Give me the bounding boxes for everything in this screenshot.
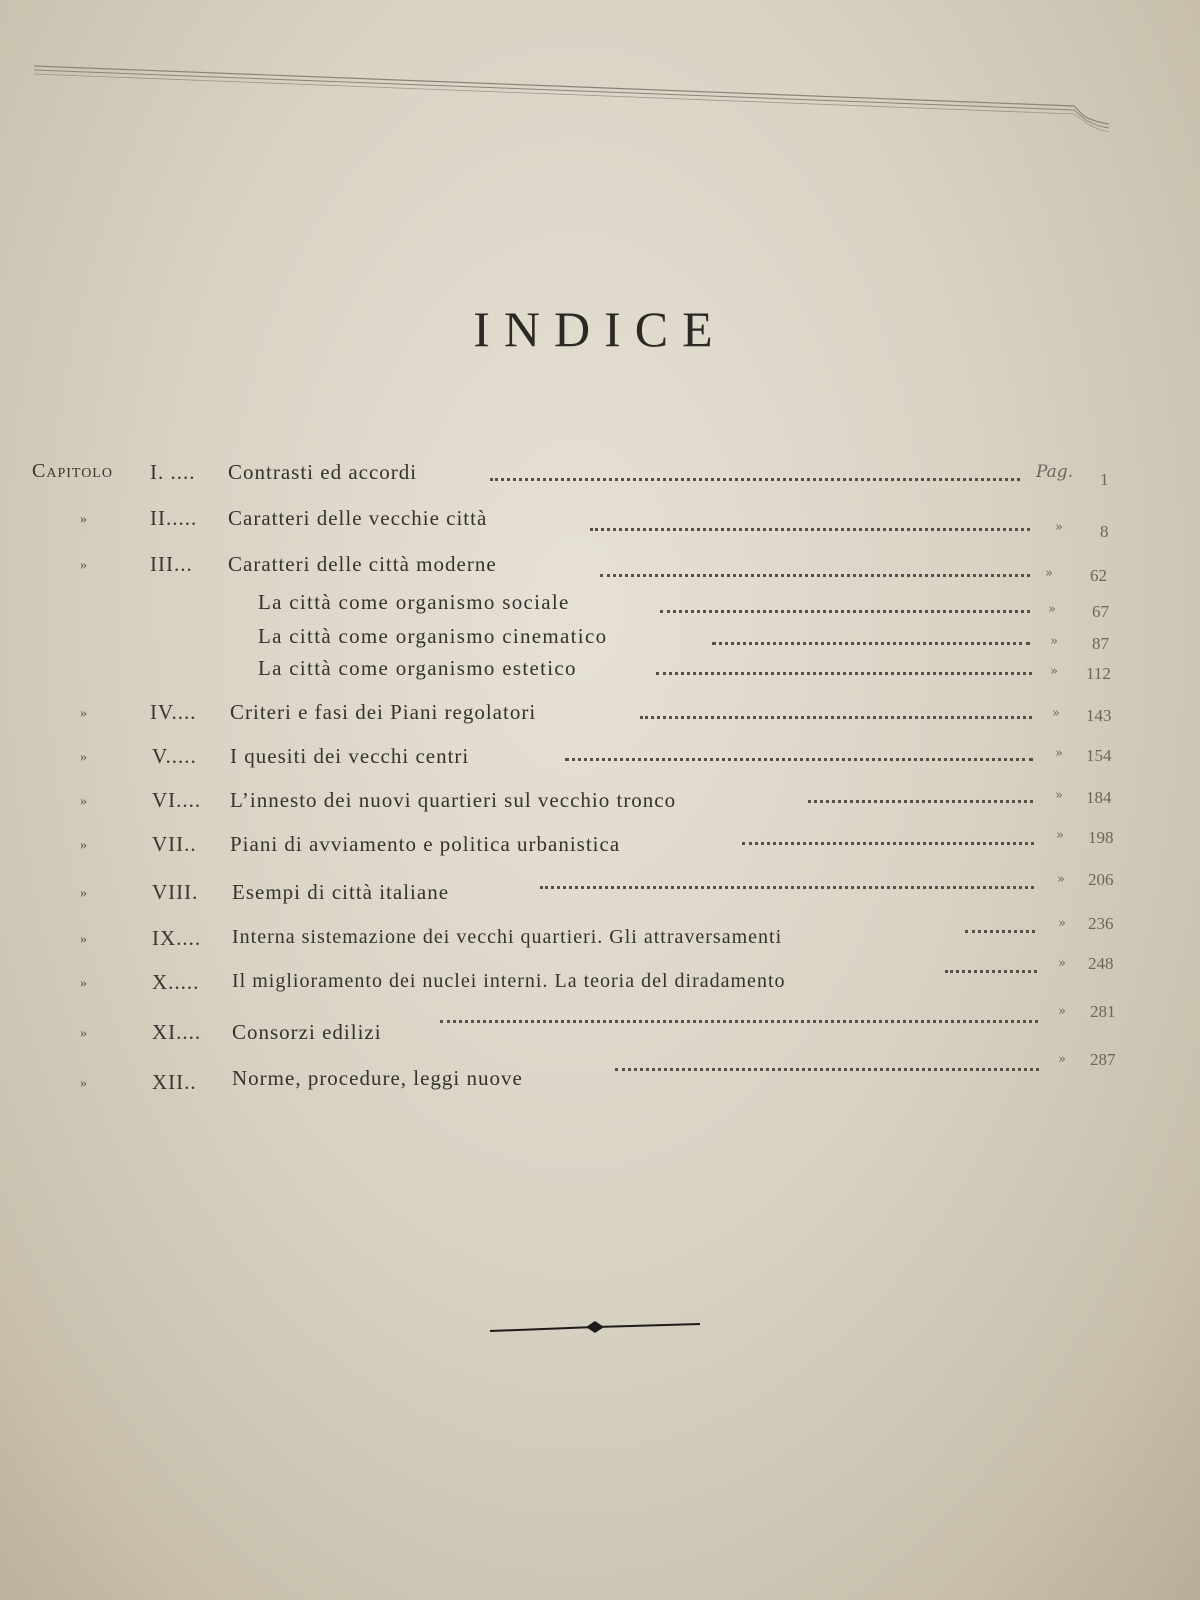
ditto-mark: »: [80, 794, 87, 809]
leader-dots: [945, 964, 1037, 973]
leader-dots: [808, 794, 1033, 803]
leader-dots: [656, 666, 1032, 675]
chapter-title: Caratteri delle vecchie città: [228, 506, 488, 530]
ditto-mark: »: [1056, 828, 1064, 843]
toc-entry: [0, 506, 1200, 542]
chapter-numeral: IX....: [152, 926, 202, 950]
page-number: 198: [1088, 828, 1114, 847]
page-number: 287: [1090, 1050, 1116, 1069]
chapter-title: Criteri e fasi dei Piani regolatori: [230, 700, 537, 724]
toc-subentry: [0, 590, 1200, 626]
ditto-mark: »: [1052, 706, 1060, 721]
ditto-mark: »: [1058, 1004, 1066, 1019]
toc-entry: [0, 870, 1200, 916]
section-title: La città come organismo estetico: [258, 656, 577, 680]
page-number: 67: [1092, 602, 1109, 621]
leader-dots: [600, 568, 1030, 577]
chapter-title: I quesiti dei vecchi centri: [230, 744, 470, 768]
ditto-mark: »: [80, 750, 87, 765]
leader-dots: [540, 880, 1034, 889]
toc-subentry: [0, 624, 1200, 660]
ditto-mark: »: [1050, 664, 1058, 679]
ditto-mark: »: [80, 512, 87, 527]
chapter-numeral: VII..: [152, 832, 197, 856]
ditto-mark: »: [1058, 916, 1066, 931]
chapter-title: L’innesto dei nuovi quartieri sul vecchio tronco: [230, 788, 677, 812]
chapter-title: Norme, procedure, leggi nuove: [232, 1066, 523, 1090]
ditto-mark: »: [1048, 602, 1056, 617]
leader-dots: [615, 1062, 1039, 1071]
chapter-title: Contrasti ed accordi: [228, 460, 418, 484]
chapter-numeral: XII..: [152, 1070, 197, 1094]
leader-dots: [712, 636, 1030, 645]
chapter-label: Capitolo: [32, 460, 113, 482]
ditto-mark: »: [1050, 634, 1058, 649]
toc-entry: [0, 1050, 1200, 1106]
chapter-numeral: X.....: [152, 970, 200, 994]
chapter-title: Consorzi edilizi: [232, 1020, 382, 1044]
bottom-ornament: [490, 1318, 700, 1338]
leader-dots: [565, 752, 1033, 761]
toc-entry: [0, 914, 1200, 962]
chapter-numeral: II.....: [150, 506, 198, 530]
chapter-numeral: XI....: [152, 1020, 202, 1044]
ditto-mark: »: [80, 976, 87, 991]
toc-entry: [0, 700, 1200, 736]
ditto-mark: »: [1055, 788, 1063, 803]
chapter-title: Piani di avviamento e politica urbanistica: [230, 832, 621, 856]
toc-entry: [0, 788, 1200, 824]
page-number: 8: [1100, 522, 1109, 541]
ditto-mark: »: [1055, 520, 1063, 535]
leader-dots: [742, 836, 1034, 845]
page-number: 62: [1090, 566, 1107, 585]
leader-dots: [965, 924, 1035, 933]
toc-entry: [0, 744, 1200, 780]
page-number: 248: [1088, 954, 1114, 973]
chapter-numeral: VIII.: [152, 880, 199, 904]
ditto-mark: »: [80, 706, 87, 721]
toc-subentry: [0, 656, 1200, 692]
toc-entry: [0, 1002, 1200, 1056]
ditto-mark: »: [1058, 956, 1066, 971]
chapter-title: Esempi di città italiane: [232, 880, 450, 904]
page-number: 236: [1088, 914, 1114, 933]
toc-entry: [0, 552, 1200, 588]
pag-label: Pag.: [1036, 462, 1074, 482]
ditto-mark: »: [80, 558, 87, 573]
ditto-mark: »: [1055, 746, 1063, 761]
section-title: La città come organismo sociale: [258, 590, 570, 614]
chapter-title: Caratteri delle città moderne: [228, 552, 497, 576]
chapter-title: Il miglioramento dei nuclei interni. La teoria del diradamento: [232, 970, 786, 992]
ditto-mark: »: [80, 1076, 87, 1091]
page-title: INDICE: [473, 301, 727, 357]
page-number: 112: [1086, 664, 1111, 683]
page-number: 184: [1086, 788, 1112, 807]
toc-entry: [0, 954, 1200, 1006]
page-number: 1: [1100, 470, 1109, 489]
chapter-numeral: IV....: [150, 700, 197, 724]
leader-dots: [660, 604, 1030, 613]
page-number: 281: [1090, 1002, 1116, 1021]
chapter-numeral: VI....: [152, 788, 202, 812]
ditto-mark: »: [80, 886, 87, 901]
page-number: 87: [1092, 634, 1109, 653]
section-title: La città come organismo cinematico: [258, 624, 608, 648]
leader-dots: [490, 472, 1020, 481]
leader-dots: [640, 710, 1032, 719]
ditto-mark: »: [80, 838, 87, 853]
chapter-numeral: V.....: [152, 744, 197, 768]
ditto-mark: »: [80, 1026, 87, 1041]
ditto-mark: »: [1045, 566, 1053, 581]
ditto-mark: »: [80, 932, 87, 947]
toc-entry: [0, 828, 1200, 868]
ditto-mark: »: [1058, 1052, 1066, 1067]
page-number: 154: [1086, 746, 1112, 765]
leader-dots: [440, 1014, 1038, 1023]
chapter-numeral: I. ....: [150, 460, 196, 484]
leader-dots: [590, 522, 1030, 531]
page-number: 206: [1088, 870, 1114, 889]
ditto-mark: »: [1057, 872, 1065, 887]
chapter-numeral: III...: [150, 552, 193, 576]
toc-entry: [0, 460, 1200, 496]
page-number: 143: [1086, 706, 1112, 725]
chapter-title: Interna sistemazione dei vecchi quartieri. Gli attraversamenti: [232, 926, 783, 948]
